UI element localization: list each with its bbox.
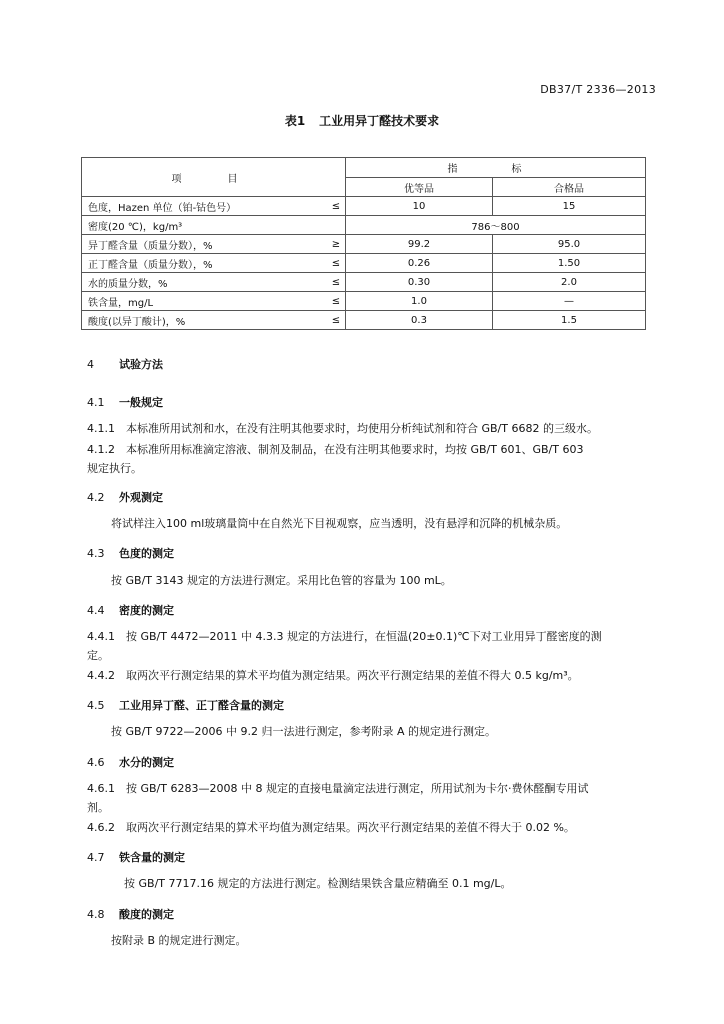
section-heading-4-8: 4.8 酸度的测定 — [87, 908, 174, 921]
paragraph-4-1-1: 4.1.1 本标准所用试剂和水，在没有注明其他要求时，均使用分析纯试剂和符合 GB/T 6682 的三级水。 — [87, 422, 598, 435]
table-row — [82, 254, 646, 273]
section-heading-4-3: 4.3 色度的测定 — [87, 547, 174, 560]
specification-table — [81, 157, 646, 330]
section-heading-4: 4 试验方法 — [87, 358, 163, 371]
row-symbol: ≥ — [327, 235, 346, 254]
paragraph-4-4-1-cont: 定。 — [87, 649, 109, 662]
section-heading-4-5: 4.5 工业用异丁醛、正丁醛含量的测定 — [87, 699, 284, 712]
table-row — [82, 216, 646, 235]
row-value-premium: 99.2 — [346, 235, 493, 254]
section-heading-4-2: 4.2 外观测定 — [87, 491, 163, 504]
paragraph-4-8: 按附录 B 的规定进行测定。 — [111, 934, 247, 947]
table-title-text: 工业用异丁醛技术要求 — [319, 114, 440, 128]
row-value-qualified: — — [493, 292, 646, 311]
table-header-row — [82, 158, 646, 178]
paragraph-4-3: 按 GB/T 3143 规定的方法进行测定。采用比色管的容量为 100 mL。 — [111, 574, 452, 587]
row-value-premium: 0.26 — [346, 254, 493, 273]
paragraph-4-6-1: 4.6.1 按 GB/T 6283—2008 中 8 规定的直接电量滴定法进行测定，所用试剂为卡尔·费休醛酮专用试 — [87, 782, 589, 795]
row-item: 正丁醛含量（质量分数），% — [82, 254, 328, 273]
row-symbol — [327, 216, 346, 235]
paragraph-4-6-2: 4.6.2 取两次平行测定结果的算术平均值为测定结果。两次平行测定结果的差值不得大于 0.02 %。 — [87, 821, 575, 834]
row-value-merged: 786～800 — [346, 216, 646, 235]
row-item: 异丁醛含量（质量分数），% — [82, 235, 328, 254]
paragraph-4-2: 将试样注入100 ml玻璃量筒中在自然光下目视观察，应当透明，没有悬浮和沉降的机械杂质。 — [111, 517, 568, 530]
header-grade-qualified: 合格品 — [493, 178, 646, 197]
row-value-qualified: 95.0 — [493, 235, 646, 254]
row-item: 酸度(以异丁酸计)，% — [82, 311, 328, 330]
row-symbol: ≤ — [327, 273, 346, 292]
row-value-qualified: 2.0 — [493, 273, 646, 292]
table-row — [82, 292, 646, 311]
section-heading-4-4: 4.4 密度的测定 — [87, 604, 174, 617]
table-row — [82, 235, 646, 254]
section-heading-4-7: 4.7 铁含量的测定 — [87, 851, 185, 864]
row-symbol: ≤ — [327, 254, 346, 273]
row-value-qualified: 1.50 — [493, 254, 646, 273]
table-row — [82, 273, 646, 292]
row-value-premium: 0.30 — [346, 273, 493, 292]
header-grade-premium: 优等品 — [346, 178, 493, 197]
paragraph-4-6-1-cont: 剂。 — [87, 801, 109, 814]
row-value-premium: 10 — [346, 197, 493, 216]
table-number: 表1 — [284, 114, 306, 128]
table-row — [82, 197, 646, 216]
row-item: 密度(20 ℃)，kg/m³ — [82, 216, 328, 235]
paragraph-4-4-1: 4.4.1 按 GB/T 4472—2011 中 4.3.3 规定的方法进行，在恒温(20±0.1)℃下对工业用异丁醛密度的测 — [87, 630, 602, 643]
row-value-qualified: 1.5 — [493, 311, 646, 330]
section-heading-4-6: 4.6 水分的测定 — [87, 756, 174, 769]
header-item-cell: 项 目 — [82, 158, 346, 197]
row-symbol: ≤ — [327, 311, 346, 330]
header-spec-cell: 指 标 — [346, 158, 646, 178]
paragraph-4-7: 按 GB/T 7717.16 规定的方法进行测定。检测结果铁含量应精确至 0.1 mg/L。 — [124, 877, 512, 890]
table-title — [0, 112, 724, 129]
row-value-premium: 1.0 — [346, 292, 493, 311]
row-item: 色度，Hazen 单位（铂-钴色号） — [82, 197, 328, 216]
table-row — [82, 311, 646, 330]
row-item: 铁含量，mg/L — [82, 292, 328, 311]
row-symbol: ≤ — [327, 197, 346, 216]
row-value-premium: 0.3 — [346, 311, 493, 330]
paragraph-4-1-2: 4.1.2 本标准所用标准滴定溶液、制剂及制品，在没有注明其他要求时，均按 GB/T 601、GB/T 603 — [87, 443, 584, 456]
paragraph-4-1-2-cont: 规定执行。 — [87, 462, 142, 475]
paragraph-4-5: 按 GB/T 9722—2006 中 9.2 归一法进行测定，参考附录 A 的规定进行测定。 — [111, 725, 496, 738]
row-item: 水的质量分数，% — [82, 273, 328, 292]
row-symbol: ≤ — [327, 292, 346, 311]
paragraph-4-4-2: 4.4.2 取两次平行测定结果的算术平均值为测定结果。两次平行测定结果的差值不得大 0.5 kg/m³。 — [87, 669, 579, 682]
document-id: DB37/T 2336—2013 — [540, 83, 656, 96]
section-heading-4-1: 4.1 一般规定 — [87, 396, 163, 409]
row-value-qualified: 15 — [493, 197, 646, 216]
